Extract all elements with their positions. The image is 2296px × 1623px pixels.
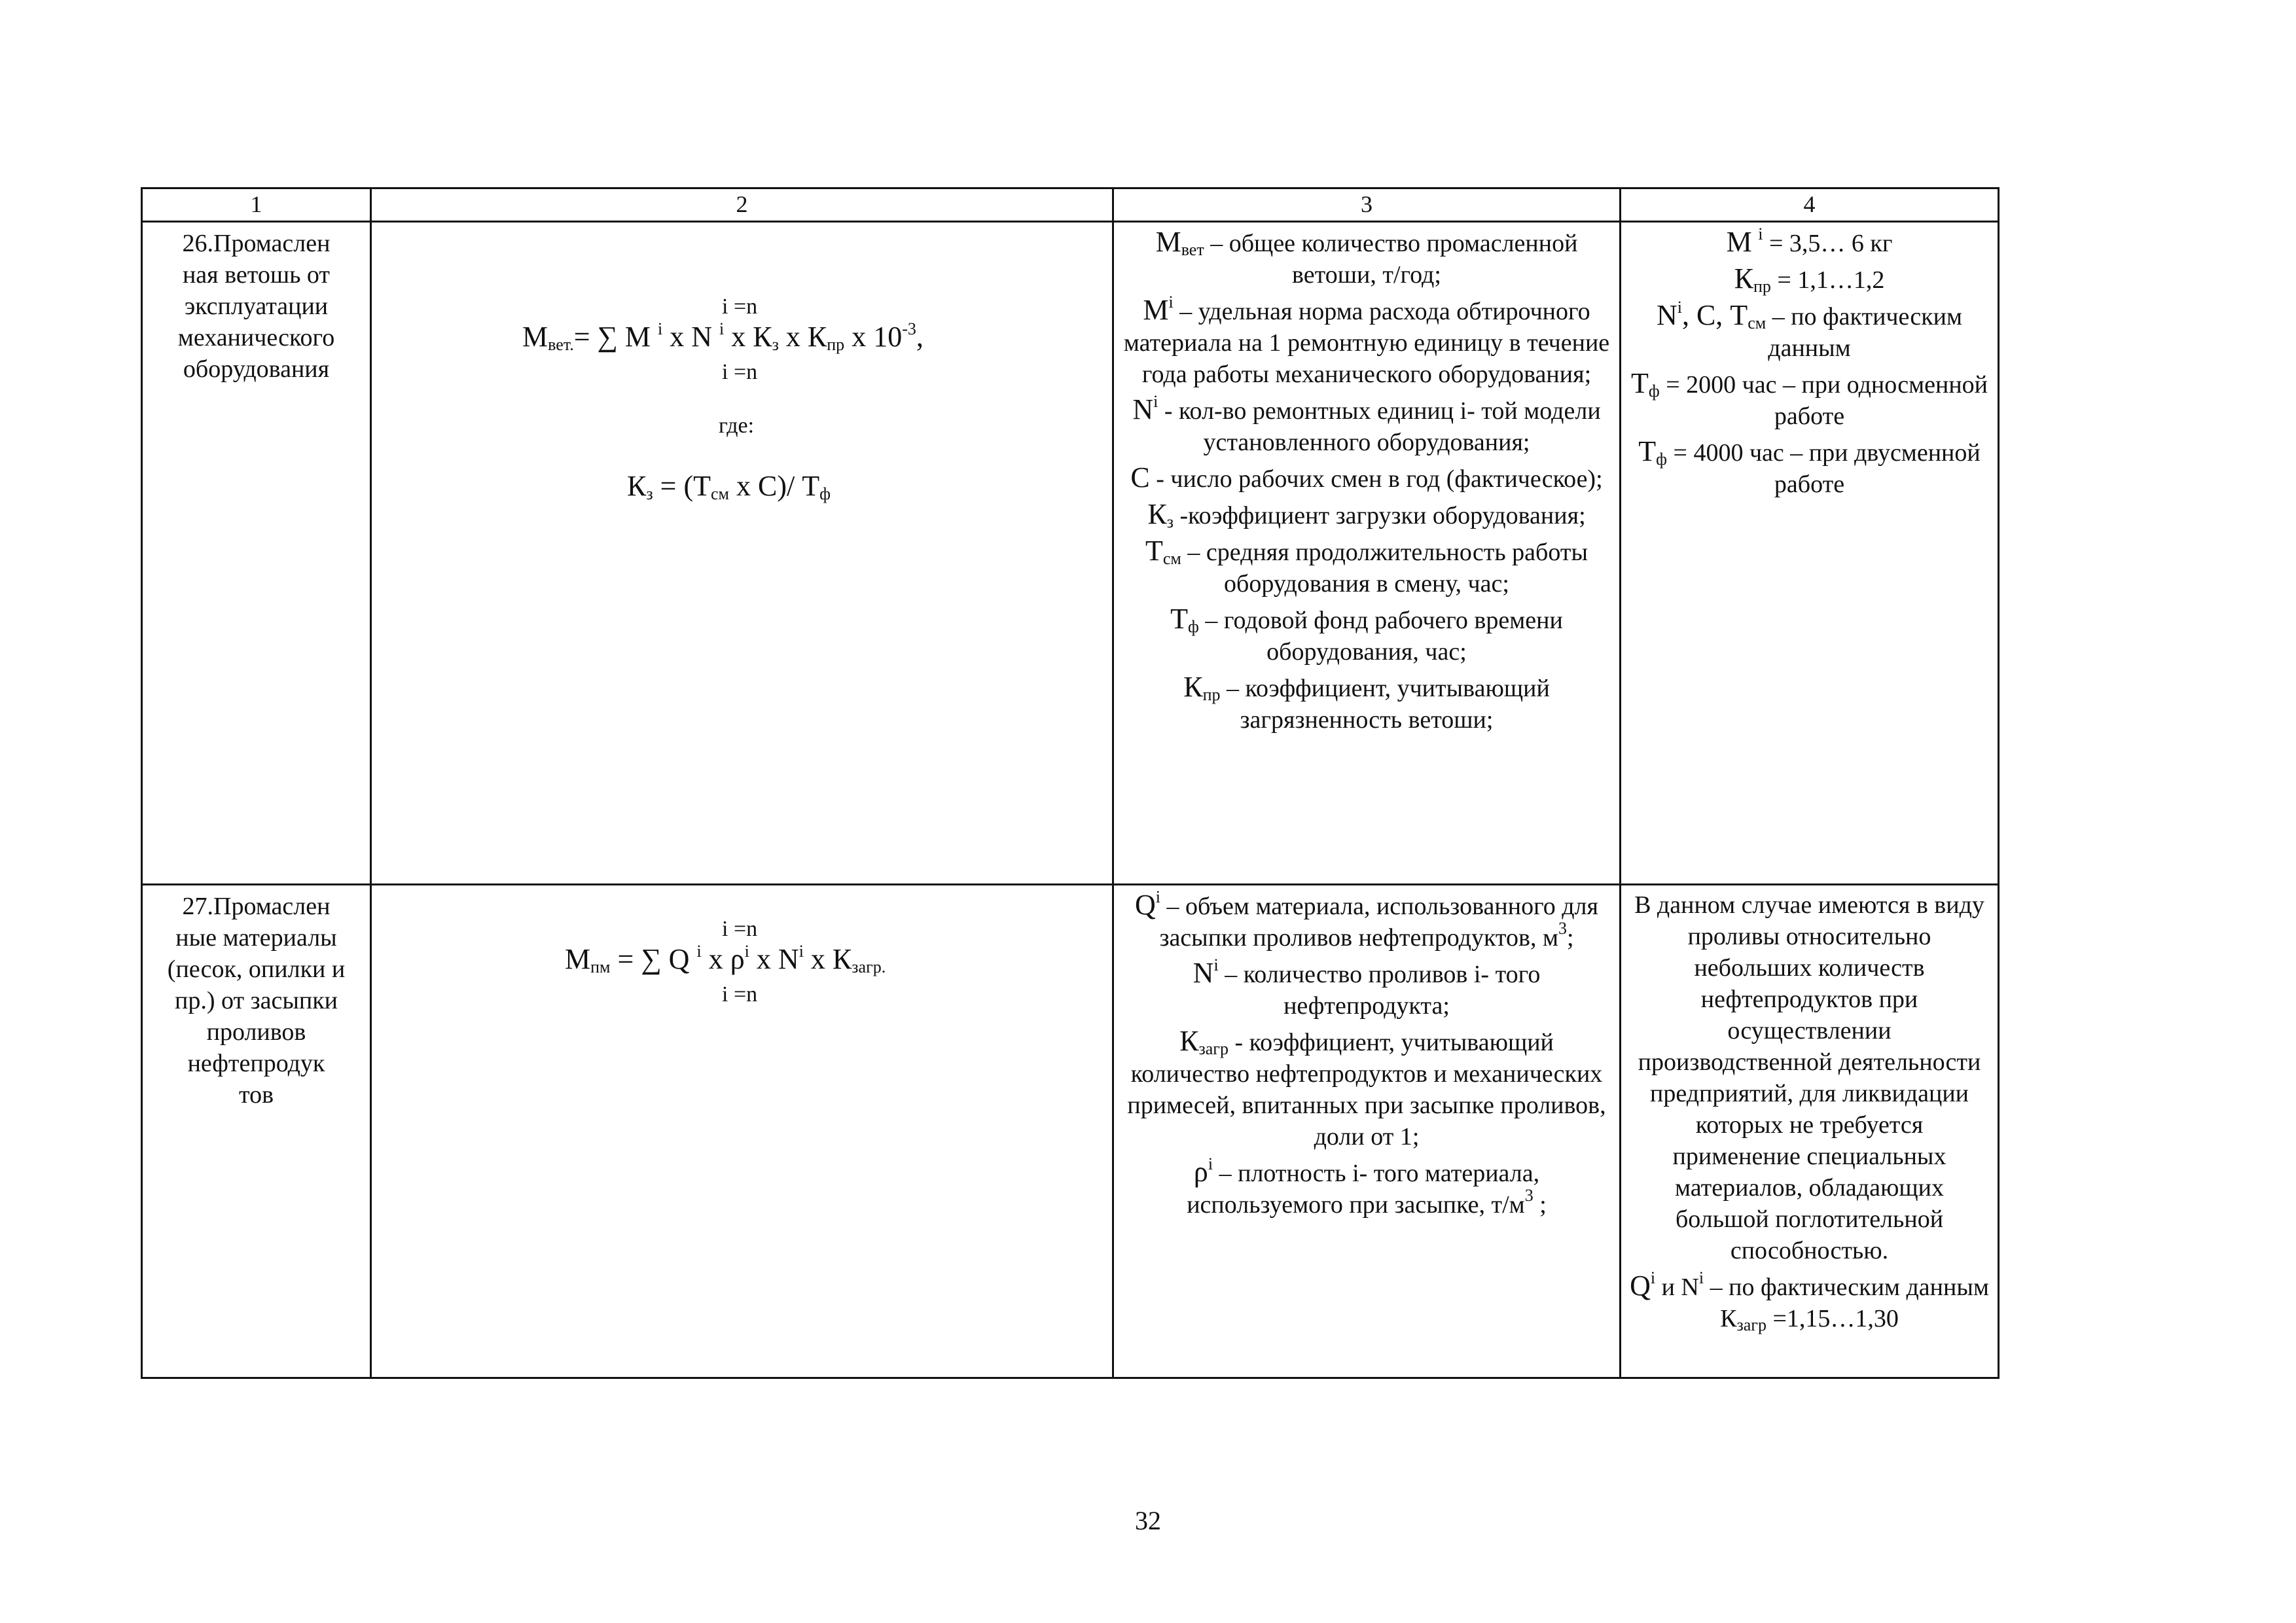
desc-mi: $М^i$ – удельная норма расхода обтирочного материала на 1 ремонтную единицу в течение года работы механического оборудования; bbox=[1123, 293, 1610, 388]
page-number: 32 bbox=[1135, 1506, 1161, 1535]
row27-formula bbox=[371, 885, 1113, 1378]
value-note: В данном случае имеются в виду проливы относительно небольших количеств нефтепродуктов при осуществлении производственной деятельности предприятий, для ликвидации которых не требуется применение специальных материалов, обладающих большой поглотительной способностью. bbox=[1634, 891, 1984, 1264]
row26-values bbox=[1621, 222, 1999, 885]
sum-lower-limit: i =n bbox=[722, 360, 758, 384]
row26-formula bbox=[371, 222, 1113, 885]
desc-ni: $N^i - кол-во$ ремонтных единиц i- той модели установленного оборудования; bbox=[1132, 392, 1601, 456]
desc-mvet: $М_{вет}$ – общее количество промасленной ветоши, т/год; bbox=[1155, 226, 1578, 289]
header-col-1: 1 bbox=[142, 188, 371, 222]
sum-upper-limit: i =n bbox=[722, 917, 758, 941]
value-tf-1: $Т_ф = 2000$ час – при односменной работе bbox=[1630, 367, 1988, 430]
sum-upper-limit: i =n bbox=[722, 294, 758, 319]
desc-tsm: $Т_{см}$ – средняя продолжительность работы оборудования в смену, час; bbox=[1145, 535, 1588, 597]
value-mi: М $^i$ = 3,5… 6 кг bbox=[1726, 224, 1893, 258]
row26-description bbox=[1113, 222, 1621, 885]
desc-c: С - число рабочих смен в год (фактическое); bbox=[1130, 461, 1603, 493]
sum-lower-limit: i =n bbox=[722, 982, 758, 1007]
value-ni: $N^i$, С, $Т_{см}$ – по фактическим данным bbox=[1656, 298, 1963, 362]
formula-kz: $К_з = (Т_{см}$ х С)/ $Т_ф$ bbox=[627, 470, 831, 503]
header-row bbox=[142, 188, 1999, 222]
header-col-4: 4 bbox=[1621, 188, 1999, 222]
value-qi-ni: $Q^i$ и $N^i$ – по фактическим данным $К_{загр}$ =1,15…1,30 bbox=[1630, 1268, 1989, 1334]
formula-mvet: $М_{вет.}=$ ∑ М $^i$ х N $^i$ х $К_з$ х $К_{пр}$ х $10^{-3}$, bbox=[522, 319, 924, 354]
where-label: где: bbox=[719, 414, 755, 438]
desc-kz: $К_з$ -коэффициент загрузки оборудования; bbox=[1147, 498, 1586, 531]
desc-tf: $Т_ф$ – годовой фонд рабочего времени оборудования, час; bbox=[1170, 603, 1563, 666]
formula-mpm: $М_{пм}$ = ∑ Q $^i$ х $\rho^i$ х $N^i$ х $К_{загр.}$ bbox=[565, 942, 886, 976]
value-kpr: $К_{пр}$ = 1,1…1,2 bbox=[1734, 262, 1885, 296]
header-col-3: 3 bbox=[1113, 188, 1621, 222]
table-row-27 bbox=[142, 885, 1999, 1378]
norms-table bbox=[141, 187, 2000, 1379]
desc-kpr: $К_{пр}$ – коэффициент, учитывающий загрязненность ветоши; bbox=[1183, 671, 1550, 734]
header-col-2: 2 bbox=[371, 188, 1113, 222]
desc-rho: $\rho^i$ – плотность i- того материала, используемого при засыпке, $т/м^3$ ; bbox=[1187, 1154, 1547, 1219]
desc-qi: $Q^i$ – объем материала, использованного для засыпки проливов нефтепродуктов, $м^3$; bbox=[1135, 887, 1598, 952]
row26-name: 26.Промаслен ная ветошь от эксплуатации механического оборудования bbox=[142, 222, 371, 885]
row27-description bbox=[1113, 885, 1621, 1378]
value-tf-2: $Т_ф = 4000$ час – при двусменной работе bbox=[1638, 435, 1981, 498]
table-row-26 bbox=[142, 222, 1999, 885]
row27-name: 27.Промаслен ные материалы (песок, опилки и пр.) от засыпки проливов нефтепродук тов bbox=[142, 885, 371, 1378]
row27-values bbox=[1621, 885, 1999, 1378]
desc-kzagr: $К_{загр}$ - коэффициент, учитывающий количество нефтепродуктов и механических примесей, впитанных при засыпке проливов, доли от 1; bbox=[1127, 1025, 1606, 1150]
desc-ni: $N^i$ – количество проливов i- того нефтепродукта; bbox=[1193, 955, 1541, 1020]
